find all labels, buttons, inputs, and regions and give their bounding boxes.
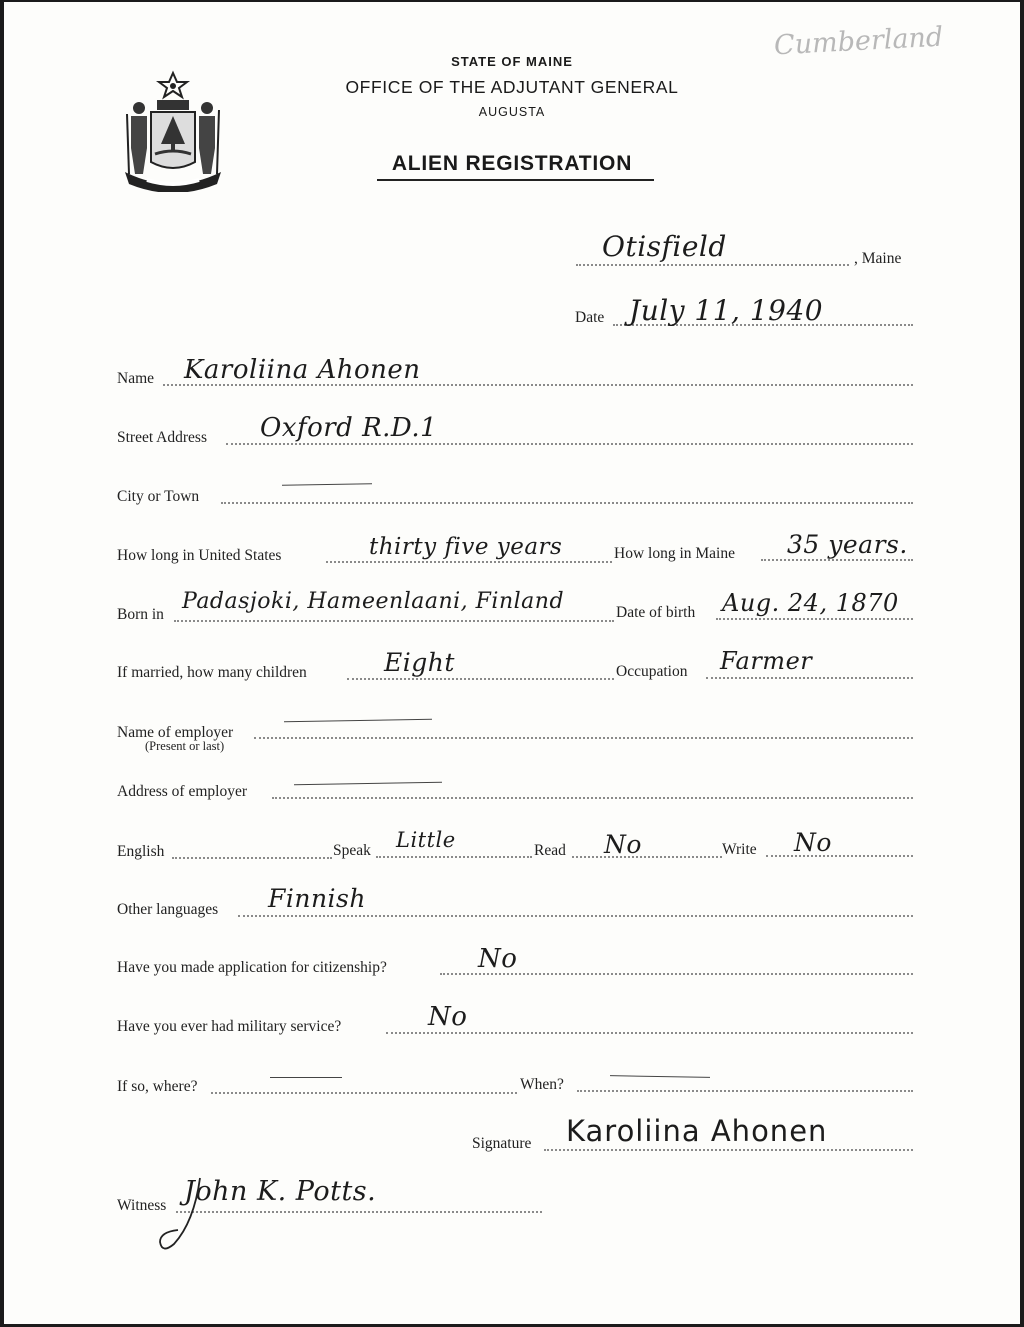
military-label: Have you ever had military service? [117, 1018, 342, 1035]
date-label: Date [575, 309, 605, 326]
date-of-birth-line [716, 618, 913, 620]
read-line [572, 856, 722, 858]
citizenship-label: Have you made application for citizenship? [117, 959, 387, 976]
speak-value: Little [396, 828, 456, 852]
read-label: Read [534, 842, 566, 859]
witness-value: John K. Potts. [184, 1176, 377, 1207]
when-line [577, 1090, 913, 1092]
town-line [576, 264, 849, 266]
english-line [172, 857, 332, 859]
read-value: No [604, 830, 642, 859]
born-in-value: Padasjoki, Hameenlaani, Finland [182, 589, 565, 614]
witness-line [176, 1211, 542, 1213]
other-languages-line [238, 915, 913, 917]
employer-address-label: Address of employer [117, 783, 247, 800]
signature-line [544, 1149, 913, 1151]
if-so-where-line [211, 1092, 517, 1094]
signature-label: Signature [472, 1135, 532, 1152]
children-line [347, 678, 614, 680]
how-long-maine-line [761, 559, 913, 561]
speak-line [376, 856, 532, 858]
how-long-us-line [326, 561, 612, 563]
date-of-birth-value: Aug. 24, 1870 [722, 589, 899, 617]
write-value: No [794, 828, 832, 857]
state-heading: STATE OF MAINE [451, 54, 573, 69]
city-or-town-line [221, 502, 913, 504]
name-label: Name [117, 370, 155, 387]
witness-flourish-icon [154, 1172, 214, 1254]
military-value: No [428, 1002, 468, 1032]
write-label: Write [722, 841, 757, 858]
employer-name-line [254, 737, 913, 739]
occupation-label: Occupation [616, 663, 688, 680]
street-address-value: Oxford R.D.1 [260, 413, 438, 443]
town-suffix: , Maine [854, 250, 902, 267]
when-label: When? [520, 1076, 564, 1093]
children-label: If married, how many children [117, 664, 307, 681]
other-languages-label: Other languages [117, 901, 219, 918]
born-in-line [174, 620, 614, 622]
street-address-line [226, 443, 913, 445]
town-value: Otisfield [602, 230, 727, 263]
military-line [386, 1032, 913, 1034]
when-dash [610, 1075, 710, 1078]
citizenship-value: No [478, 944, 518, 974]
witness-label: Witness [117, 1197, 167, 1214]
if-so-where-dash [270, 1077, 342, 1078]
date-value: July 11, 1940 [629, 294, 824, 327]
other-languages-value: Finnish [268, 884, 366, 913]
write-line [766, 855, 913, 857]
born-in-label: Born in [117, 606, 164, 623]
how-long-us-label: How long in United States [117, 547, 282, 564]
street-address-label: Street Address [117, 429, 207, 446]
office-heading: OFFICE OF THE ADJUTANT GENERAL [345, 77, 679, 97]
employer-address-dash [294, 782, 442, 786]
city-or-town-label: City or Town [117, 488, 200, 505]
signature-value: Karoliina Ahonen [566, 1114, 828, 1148]
employer-name-sublabel: (Present or last) [145, 739, 225, 753]
if-so-where-label: If so, where? [117, 1078, 198, 1095]
county-note: Cumberland [773, 21, 944, 62]
children-value: Eight [384, 648, 455, 677]
city-or-town-dash [282, 483, 372, 486]
registration-form-page [4, 2, 1020, 1324]
name-value: Karoliina Ahonen [184, 355, 421, 385]
english-label: English [117, 843, 165, 860]
employer-address-line [272, 797, 913, 799]
title-underline [377, 179, 654, 181]
occupation-value: Farmer [720, 647, 813, 675]
how-long-maine-label: How long in Maine [614, 545, 735, 562]
date-of-birth-label: Date of birth [616, 604, 696, 621]
speak-label: Speak [333, 842, 371, 859]
city-heading: AUGUSTA [478, 105, 546, 119]
form-title: ALIEN REGISTRATION [391, 152, 633, 175]
how-long-maine-value: 35 years. [787, 530, 908, 559]
occupation-line [706, 677, 913, 679]
employer-name-dash [284, 719, 432, 723]
employer-name-label: Name of employer [117, 724, 234, 741]
how-long-us-value: thirty five years [369, 534, 563, 560]
